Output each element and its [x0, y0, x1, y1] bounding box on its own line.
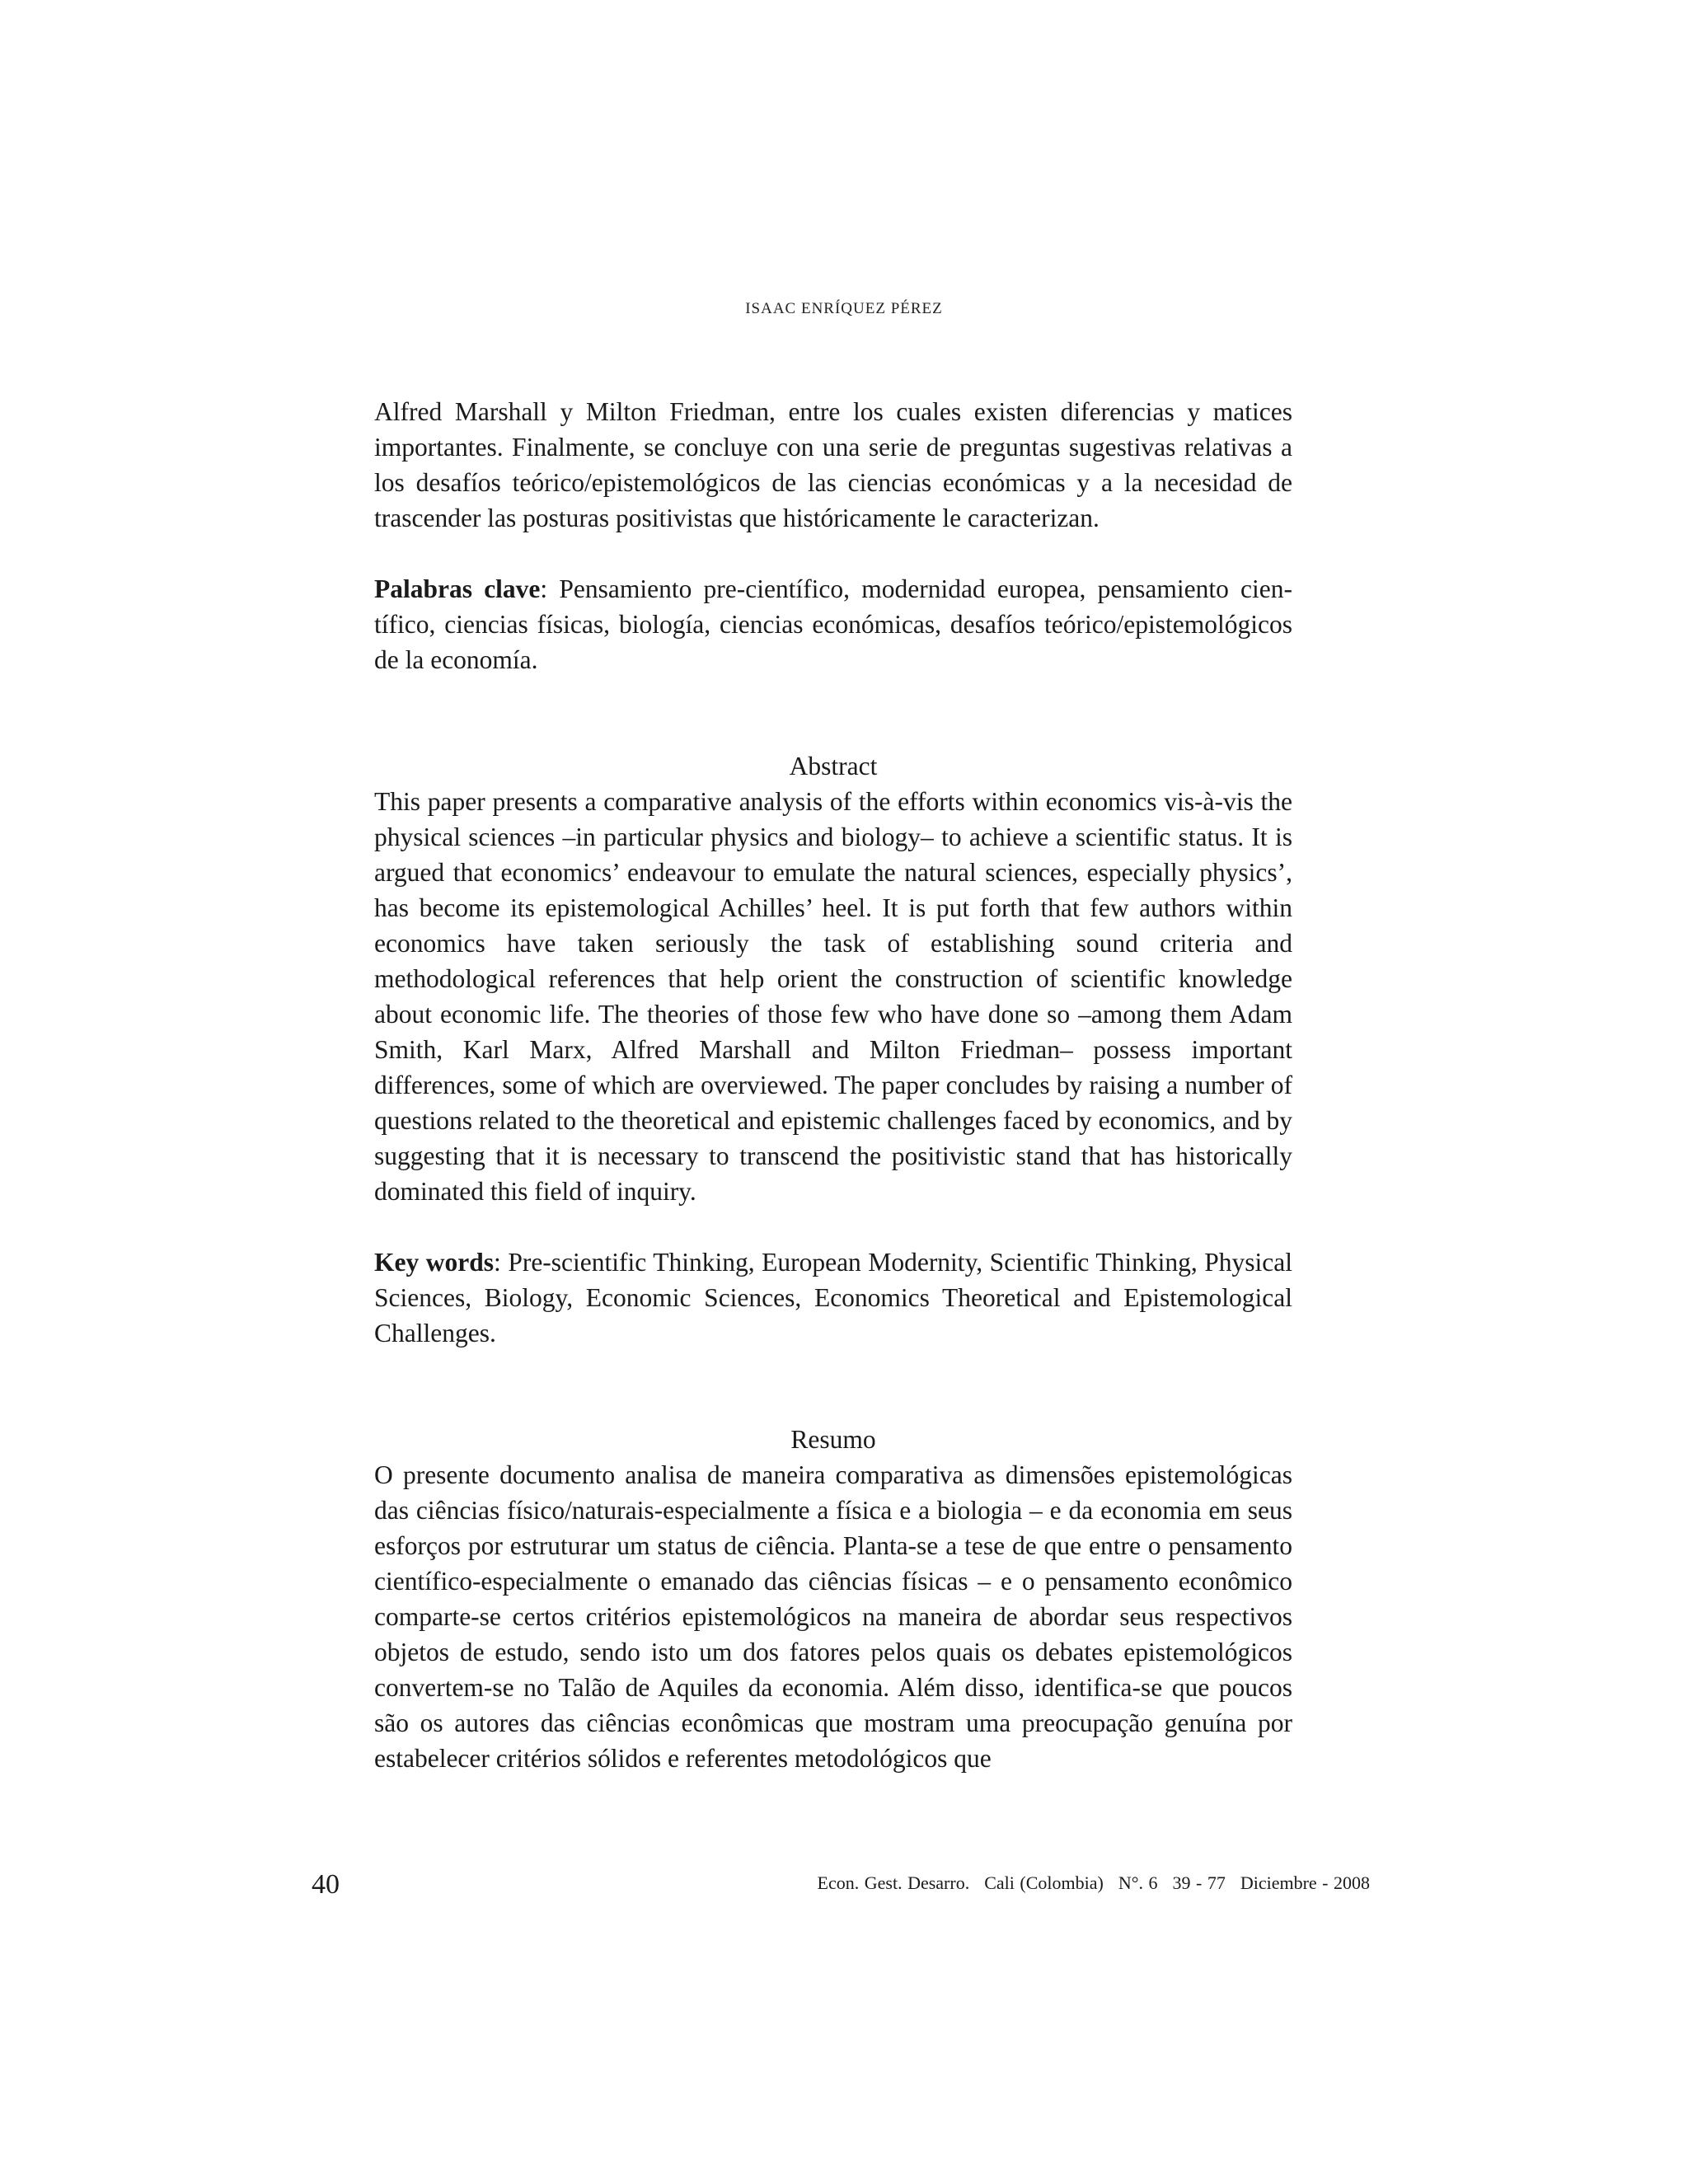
key-words: [374, 1244, 1292, 1351]
abstract-text: This paper presents a comparative analysis of the efforts within economics vis-à-vis the physical sciences –in particular physics and biology– to achieve a scientific status. It is argued that economics’ endeavour to emulate the natural sciences, especially physics’, has become its epistemological Achilles’ heel. It is put forth that few authors within economics have taken seriously the task of establishing sound criteria and methodological references that help orient the construction of scientific knowledge about economic life. The theories of those few who have done so –among them Adam Smith, Karl Marx, Alfred Marshall and Milton Friedman– possess important differences, some of which are overviewed. The paper concludes by raising a number of questions related to the theoretical and epistemic challenges faced by economics, and by suggesting that it is necessary to transcend the positivistic stand that has historically dominated this field of inquiry.: [374, 787, 1292, 1206]
palabras-clave: [374, 571, 1292, 677]
journal-date: Diciembre - 2008: [1240, 1872, 1370, 1893]
page-number: 40: [312, 1869, 340, 1900]
spacer: [374, 1351, 1292, 1422]
journal-issue: N°. 6: [1118, 1872, 1158, 1893]
spacer: [374, 536, 1292, 571]
abstract-title: Abstract: [789, 752, 878, 780]
journal-place: Cali (Colombia): [984, 1872, 1104, 1893]
journal-pages: 39 - 77: [1172, 1872, 1226, 1893]
key-words-label: Key words: [374, 1248, 495, 1277]
journal-citation: [818, 1872, 1370, 1894]
resumo-title: Resumo: [790, 1425, 876, 1454]
key-words-text: : Pre-scientific Thinking, European Modernity, Scientific Thinking, Physical Sciences, Biology, Economic Sciences, Economics Theoretical and Epistemological Challenges.: [374, 1248, 1292, 1347]
journal-name: Econ. Gest. Desarro.: [817, 1872, 970, 1893]
resumen-continuation: Alfred Marshall y Milton Friedman, entre los cuales existen diferencias y matices importantes. Finalmente, se concluye con una serie de preguntas sugestivas relativas a los desafíos teórico/epistemológicos de las ciencias económicas y a la necesidad de trascender las posturas positivistas que históricamente le caracterizan.: [374, 397, 1292, 532]
spacer: [374, 677, 1292, 748]
page-body: [374, 394, 1292, 1776]
palabras-clave-label: Palabras clave: [374, 574, 541, 603]
running-head: ISAAC ENRÍQUEZ PÉREZ: [745, 300, 943, 317]
resumo-text: O presente documento analisa de maneira comparativa as dimensões epistemológicas das ciências físico/naturais-especialmente a física e a biologia – e da economia em seus esforços por estruturar um status de ciência. Planta-se a tese de que entre o pensamento científico-especialmente o emanado das ciências físicas – e o pensamento econômico comparte-se certos critérios epistemológicos na maneira de abordar seus respectivos objetos de estudo, sendo isto um dos fatores pelos quais os debates epistemológicos convertem-se no Talão de Aquiles da economia. Além disso, identifica-se que poucos são os autores das ciências econômicas que mostram uma preocupação genuína por estabelecer critérios sólidos e referentes metodológicos que: [374, 1460, 1292, 1773]
palabras-clave-text: : Pensamiento pre-científico, modernidad europea, pensamiento científico, ciencias físicas, biología, ciencias económicas, desafíos teórico/epistemológicos de la economía.: [374, 574, 1292, 674]
spacer: [374, 1209, 1292, 1244]
